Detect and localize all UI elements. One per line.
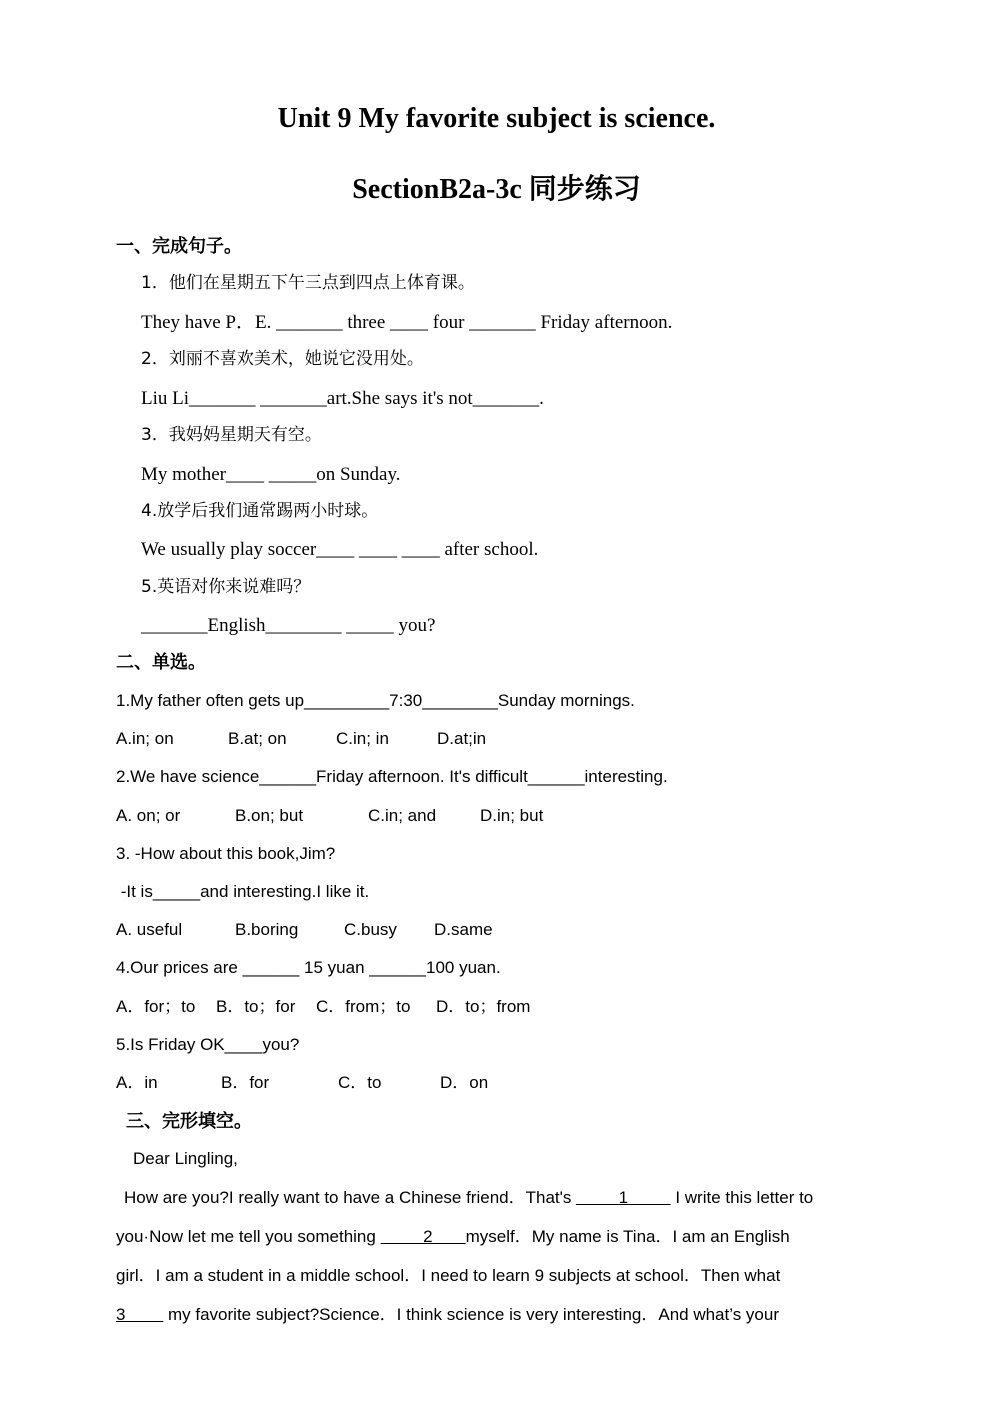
section1-item4-en: We usually play soccer____ ____ ____ after school. <box>141 539 539 560</box>
cloze-line-1-end: I write this letter to <box>670 1188 814 1207</box>
section1-heading: 一、完成句子。 <box>116 236 242 257</box>
cloze-line-2-end: myself．My name is Tina．I am an English <box>465 1227 790 1246</box>
cloze-line-1 <box>124 1189 813 1206</box>
cloze-line-1-start: How are you?I really want to have a Chinese friend．That's <box>124 1188 577 1207</box>
q5-option-c: C．to <box>338 1073 382 1092</box>
cloze-blank-1 <box>576 1188 671 1207</box>
q4-option-d: D．to；from <box>436 997 531 1016</box>
q3-option-b: B.boring <box>235 920 299 939</box>
q2-option-b: B.on; but <box>235 806 304 825</box>
q3-option-d: D.same <box>434 920 493 939</box>
cloze-blank-2-number: 2 <box>423 1227 433 1246</box>
q3-stem-reply: -It is_____and interesting.I like it. <box>116 882 370 901</box>
cloze-line-4-end: my favorite subject?Science．I think science is very interesting．And what’s your <box>163 1305 780 1324</box>
section2-heading: 二、单选。 <box>116 652 206 673</box>
q2-option-a: A. on; or <box>116 806 181 825</box>
section1-item5-cn: 5.英语对你来说难吗？ <box>141 577 311 597</box>
q4-stem: 4.Our prices are ______ 15 yuan ______100 yuan. <box>116 958 501 977</box>
q4-option-c: C．from；to <box>316 997 411 1016</box>
cloze-blank-1-number: 1 <box>618 1188 629 1207</box>
q4-option-a: A．for；to <box>116 997 196 1016</box>
q1-option-c: C.in; in <box>336 729 389 748</box>
section1-item4-cn: 4.放学后我们通常踢两小时球。 <box>141 501 379 521</box>
q5-option-a: A．in <box>116 1073 158 1092</box>
cloze-blank-3 <box>116 1305 163 1324</box>
q1-option-a: A.in; on <box>116 729 174 748</box>
q2-option-d: D.in; but <box>480 806 544 825</box>
q3-option-a: A. useful <box>116 920 183 939</box>
cloze-line-4 <box>116 1306 779 1323</box>
page-subtitle: SectionB2a-3c 同步练习 <box>352 174 641 205</box>
section3-heading: 三、完形填空。 <box>126 1111 252 1132</box>
q1-option-b: B.at; on <box>228 729 287 748</box>
section1-item2-cn: 2．刘丽不喜欢美术，她说它没用处。 <box>141 349 424 369</box>
q1-option-d: D.at;in <box>437 729 487 748</box>
section1-item2-en: Liu Li_______ _______art.She says it's not_______. <box>141 388 544 409</box>
section1-item1-cn: 1．他们在星期五下午三点到四点上体育课。 <box>141 273 475 293</box>
q2-stem: 2.We have science______Friday afternoon. It's difficult______interesting. <box>116 767 668 786</box>
q5-option-d: D．on <box>440 1073 489 1092</box>
q3-stem: 3. -How about this book,Jim? <box>116 844 336 863</box>
section1-item3-cn: 3．我妈妈星期天有空。 <box>141 425 322 445</box>
letter-greeting: Dear Lingling, <box>133 1149 238 1168</box>
section1-item1-en: They have P．E. _______ three ____ four _______ Friday afternoon. <box>141 312 673 333</box>
page-title: Unit 9 My favorite subject is science. <box>277 103 716 134</box>
cloze-line-2-start: you·Now let me tell you something <box>116 1227 381 1246</box>
cloze-line-2 <box>116 1228 790 1245</box>
q2-option-c: C.in; and <box>368 806 437 825</box>
section1-item3-en: My mother____ _____on Sunday. <box>141 464 401 485</box>
section1-item5-en: _______English________ _____ you? <box>141 615 436 636</box>
q3-option-c: C.busy <box>344 920 397 939</box>
q5-option-b: B．for <box>221 1073 270 1092</box>
q4-option-b: B．to；for <box>216 997 296 1016</box>
cloze-line-3: girl．I am a student in a middle school．I need to learn 9 subjects at school．Then what <box>116 1266 781 1285</box>
cloze-blank-3-number: 3 <box>116 1305 126 1324</box>
q1-stem: 1.My father often gets up_________7:30________Sunday mornings. <box>116 691 635 710</box>
q5-stem: 5.Is Friday OK____you? <box>116 1035 300 1054</box>
cloze-blank-2 <box>381 1227 466 1246</box>
